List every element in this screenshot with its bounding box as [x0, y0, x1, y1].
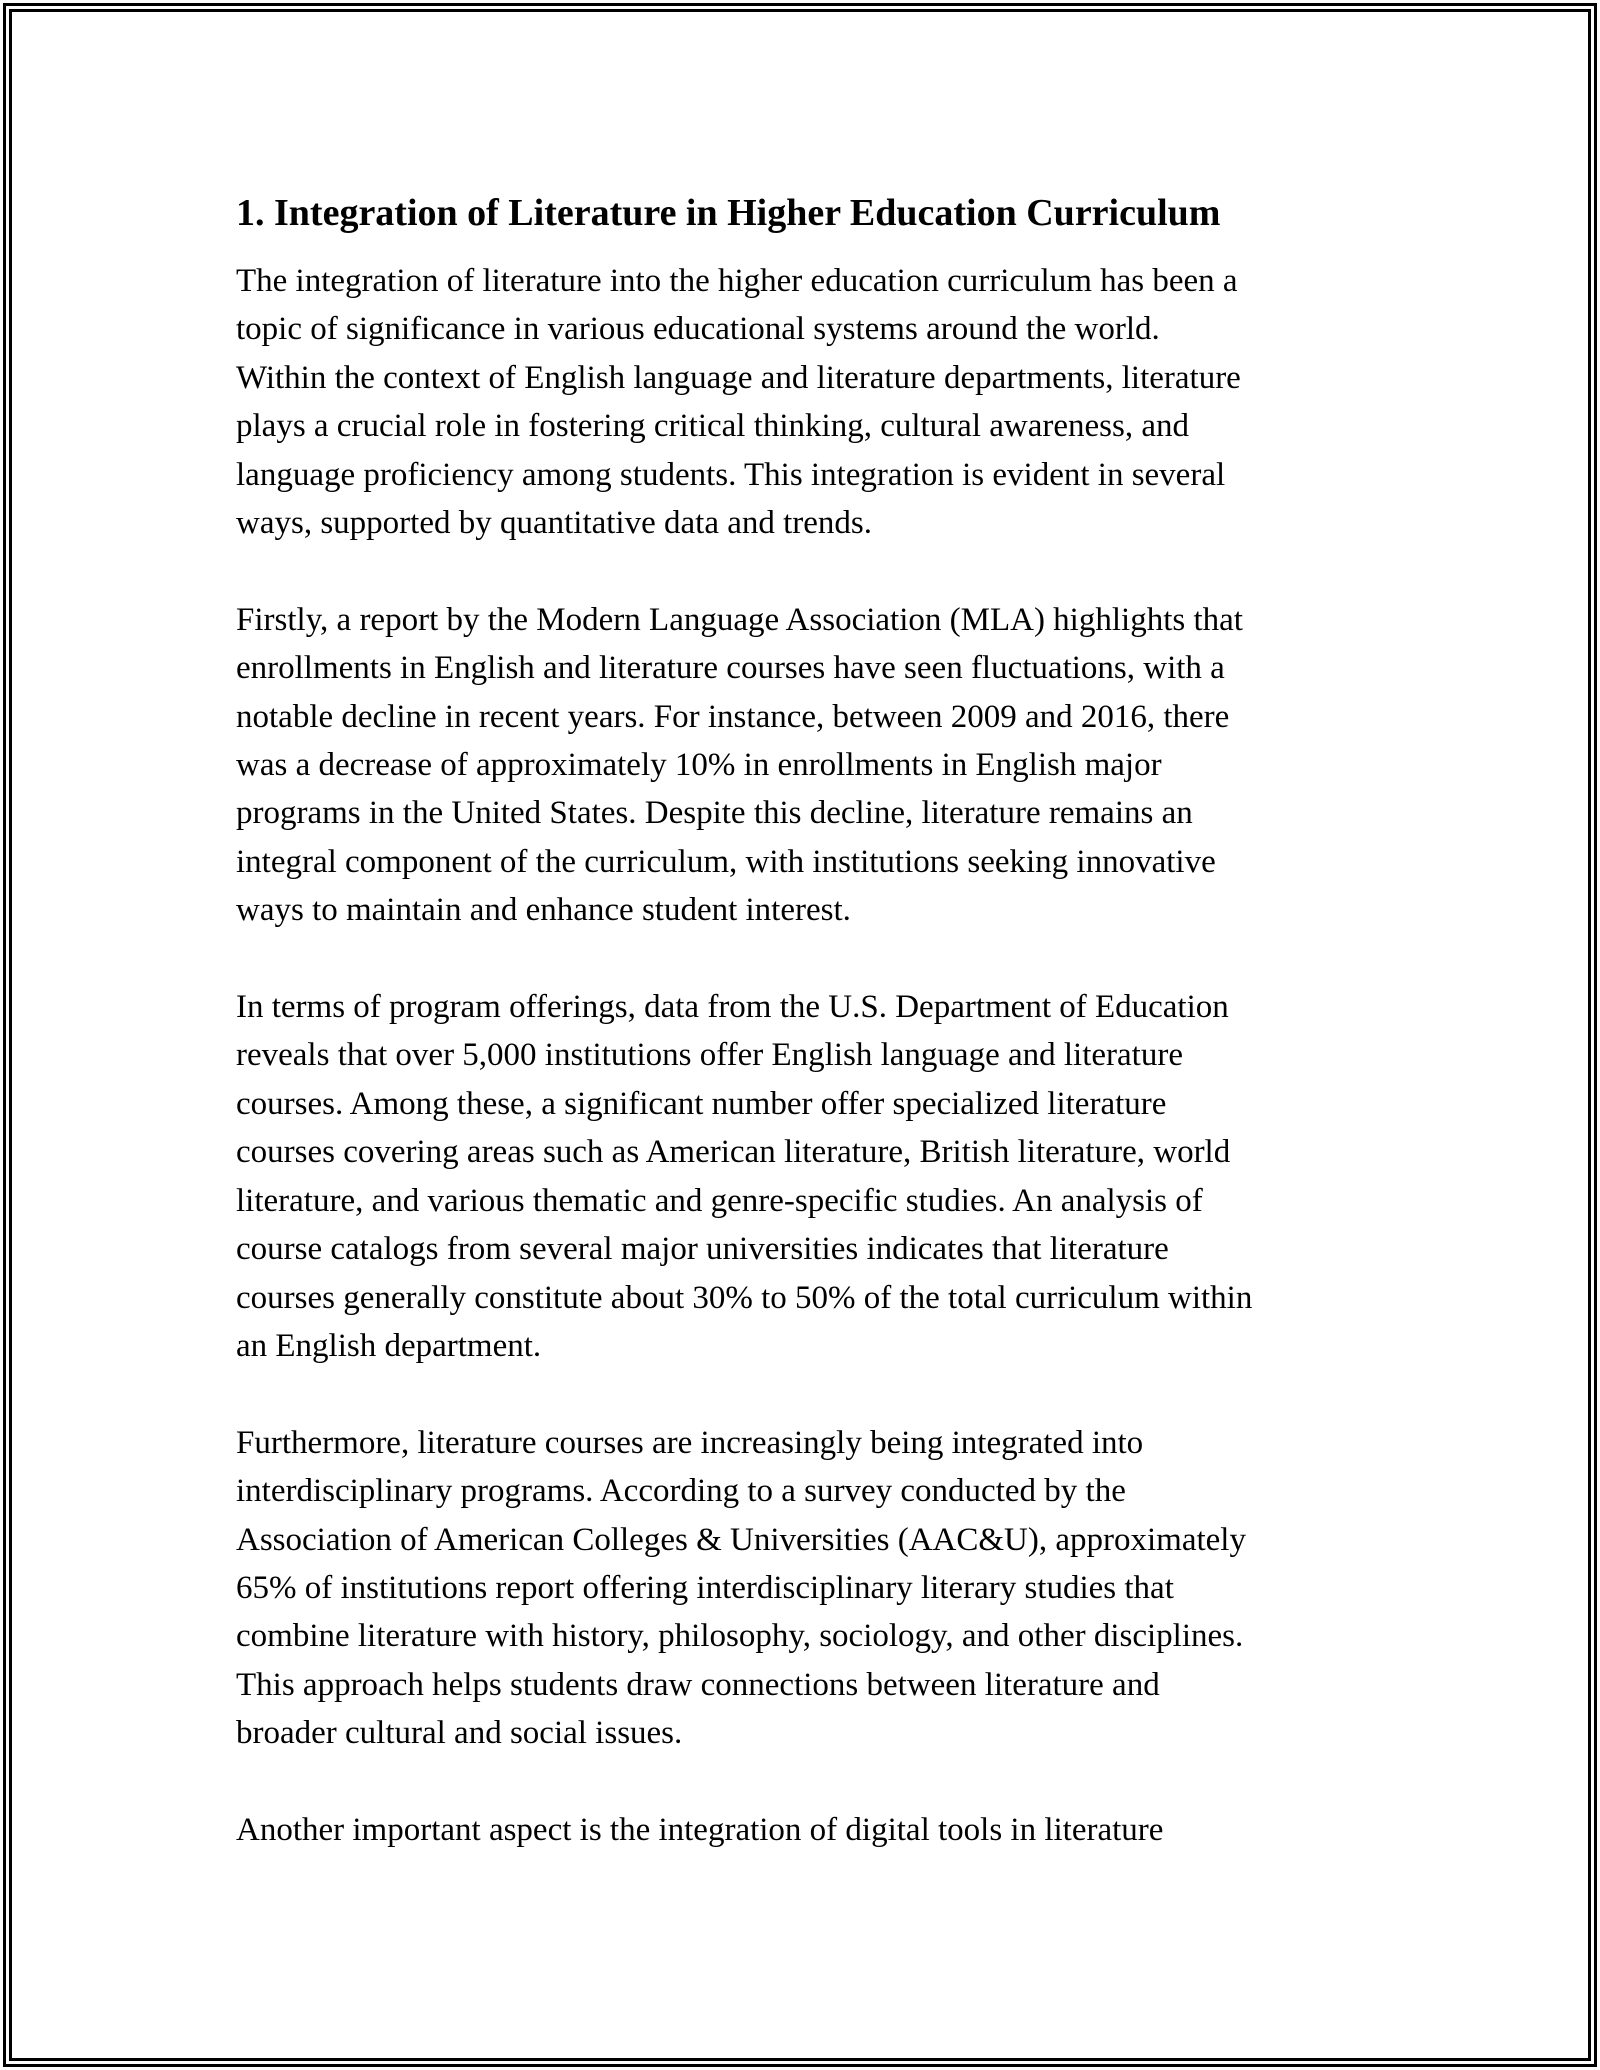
text-line: interdisciplinary programs. According to a survey conducted by the [236, 1473, 1126, 1510]
text-line: 65% of institutions report offering interdisciplinary literary studies that [236, 1569, 1174, 1606]
paragraph-enrollment [236, 596, 1386, 935]
text-line: was a decrease of approximately 10% in enrollments in English major [236, 747, 1162, 784]
text-line: courses. Among these, a significant number offer specialized literature [236, 1085, 1167, 1122]
paragraph-intro [236, 257, 1386, 547]
paragraph-interdisciplinary [236, 1419, 1386, 1758]
text-line: The integration of literature into the higher education curriculum has been a [236, 263, 1238, 299]
text-line: an English department. [236, 1327, 542, 1364]
text-line: This approach helps students draw connections between literature and [236, 1666, 1160, 1703]
text-line: Within the context of English language and literature departments, literature [236, 359, 1241, 396]
text-line: topic of significance in various educational systems around the world. [236, 311, 1160, 348]
text-line: In terms of program offerings, data from the U.S. Department of Education [236, 989, 1229, 1026]
text-line: Another important aspect is the integration of digital tools in literature [236, 1811, 1164, 1848]
text-line: Furthermore, literature courses are increasingly being integrated into [236, 1424, 1144, 1461]
text-line: Firstly, a report by the Modern Language Association (MLA) highlights that [236, 601, 1243, 638]
document-body [236, 185, 1386, 1903]
text-line: ways to maintain and enhance student interest. [236, 892, 851, 929]
text-line: combine literature with history, philosophy, sociology, and other disciplines. [236, 1618, 1244, 1655]
text-line: Association of American Colleges & Universities (AAC&U), approximately [236, 1521, 1246, 1558]
text-line: language proficiency among students. This integration is evident in several [236, 456, 1226, 493]
text-line: broader cultural and social issues. [236, 1715, 683, 1752]
text-line: enrollments in English and literature courses have seen fluctuations, with a [236, 650, 1225, 687]
text-line: plays a crucial role in fostering critical thinking, cultural awareness, and [236, 408, 1189, 445]
text-line: integral component of the curriculum, with institutions seeking innovative [236, 843, 1216, 880]
text-line: notable decline in recent years. For instance, between 2009 and 2016, there [236, 698, 1230, 735]
text-line: courses covering areas such as American literature, British literature, world [236, 1134, 1231, 1171]
paragraph-program-offerings [236, 983, 1386, 1370]
text-line: course catalogs from several major universities indicates that literature [236, 1231, 1169, 1268]
section-heading: 1. Integration of Literature in Higher Education Curriculum [236, 192, 1221, 234]
text-line: reveals that over 5,000 institutions offer English language and literature [236, 1037, 1183, 1074]
paragraph-digital-tools [236, 1806, 1386, 1854]
text-line: ways, supported by quantitative data and trends. [236, 505, 873, 542]
text-line: programs in the United States. Despite this decline, literature remains an [236, 795, 1193, 832]
text-line: courses generally constitute about 30% to 50% of the total curriculum within [236, 1279, 1253, 1316]
text-line: literature, and various thematic and genre-specific studies. An analysis of [236, 1182, 1203, 1219]
